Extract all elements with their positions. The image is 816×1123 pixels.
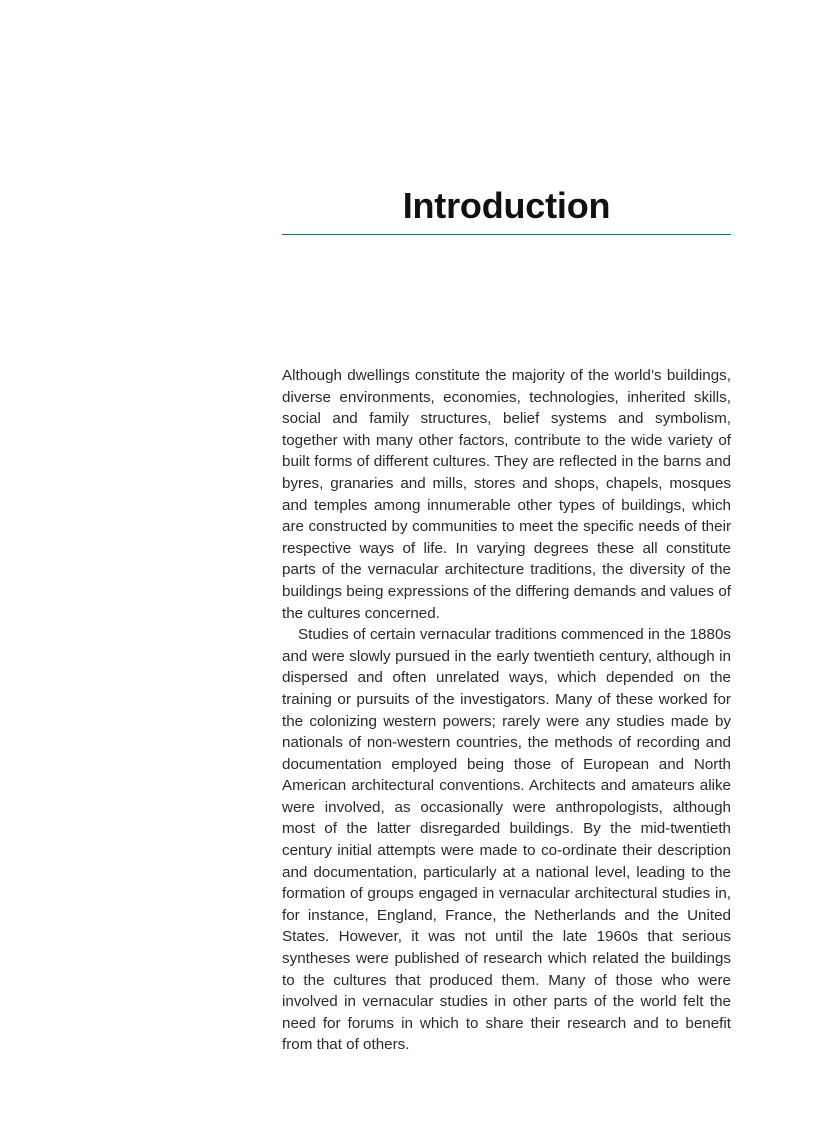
chapter-header bbox=[282, 180, 731, 235]
body-text bbox=[282, 365, 731, 1056]
chapter-title: Introduction bbox=[402, 185, 611, 226]
paragraph: Although dwellings constitute the majority of the world’s buildings, diverse environments, economies, technologies, inherited skills, social and family structures, belief systems and symbolism, together with many other factors, contribute to the wide variety of built forms of different cultures. They are reflected in the barns and byres, granaries and mills, stores and shops, chapels, mosques and temples among innumerable other types of buildings, which are constructed by communities to meet the specific needs of their respective ways of life. In varying degrees these all constitute parts of the vernacular architecture traditions, the diversity of the buildings being expressions of the differing demands and values of the cultures concerned. bbox=[282, 367, 731, 622]
title-underline-rule bbox=[282, 234, 731, 235]
paragraph: Studies of certain vernacular traditions commenced in the 1880s and were slowly pursued in the early twentieth century, although in dispersed and often unrelated ways, which depended on the training or pursuits of the investigators. Many of these worked for the colonizing western powers; rarely were any studies made by nationals of non-western countries, the methods of recording and documentation employed being those of European and North American architectural conventions. Architects and amateurs alike were involved, as occasionally were anthropologists, although most of the latter disregarded buildings. By the mid-twentieth century initial attempts were made to co-ordinate their description and documentation, particularly at a national level, leading to the formation of groups engaged in vernacular architectural studies in, for instance, England, France, the Netherlands and the United States. However, it was not until the late 1960s that serious syntheses were published of research which related the buildings to the cultures that produced them. Many of those who were involved in vernacular studies in other parts of the world felt the need for forums in which to share their research and to benefit from that of others. bbox=[282, 626, 731, 1054]
